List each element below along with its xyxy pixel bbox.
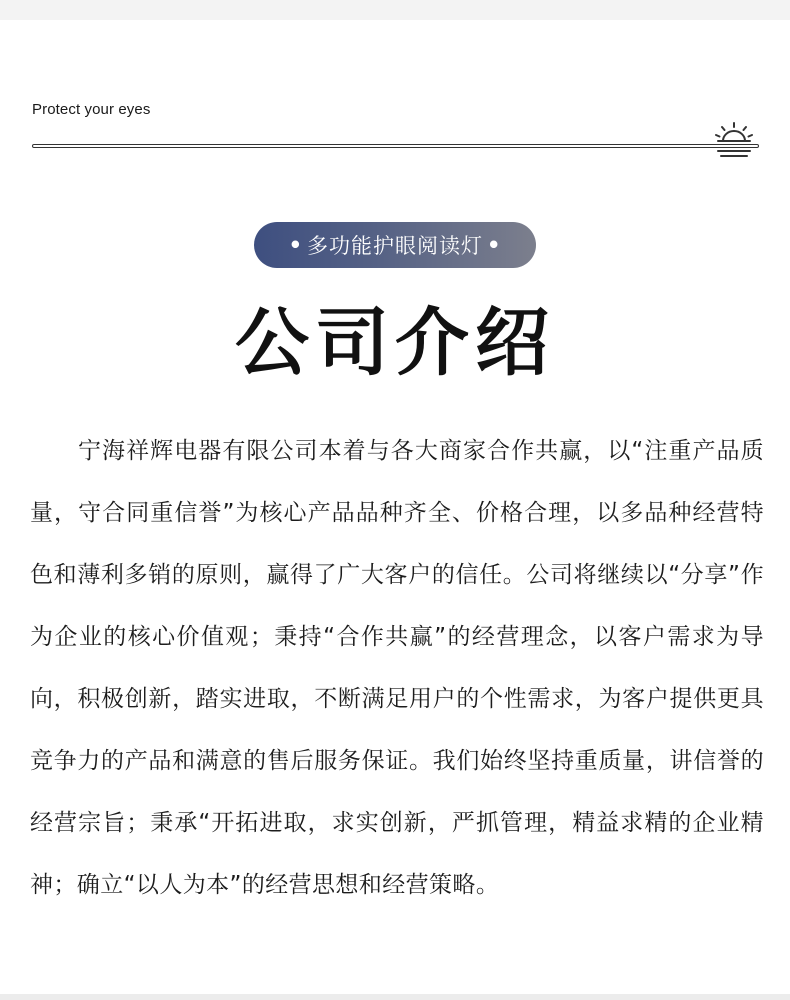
company-intro-paragraph: 宁海祥辉电器有限公司本着与各大商家合作共赢，以“注重产品质量，守合同重信誉”为核心产品品种齐全、价格合理，以多品种经营特色和薄利多销的原则，赢得了广大客户的信任。公司将继续以“分享”作为企业的核心价值观；秉持“合作共赢”的经营理念，以客户需求为导向，积极创新，踏实进取，不断满足用户的个性需求，为客户提供更具竞争力的产品和满意的售后服务保证。我们始终坚持重质量，讲信誉的经营宗旨；秉承“开拓进取，求实创新，严抓管理，精益求精的企业精神；确立“以人为本”的经营思想和经营策略。 [30, 438, 764, 898]
top-band [0, 0, 790, 20]
sunrise-icon [713, 122, 755, 158]
header-divider [32, 144, 759, 148]
page-title: 公司介绍 [235, 300, 555, 386]
pill-label: 多功能护眼阅读灯 [307, 234, 483, 258]
header-tagline: Protect your eyes [32, 101, 151, 118]
pill-bullet-left: • [288, 233, 303, 257]
bottom-band [0, 994, 790, 1000]
pill-bullet-right: • [487, 233, 502, 257]
product-pill-badge [254, 222, 536, 268]
